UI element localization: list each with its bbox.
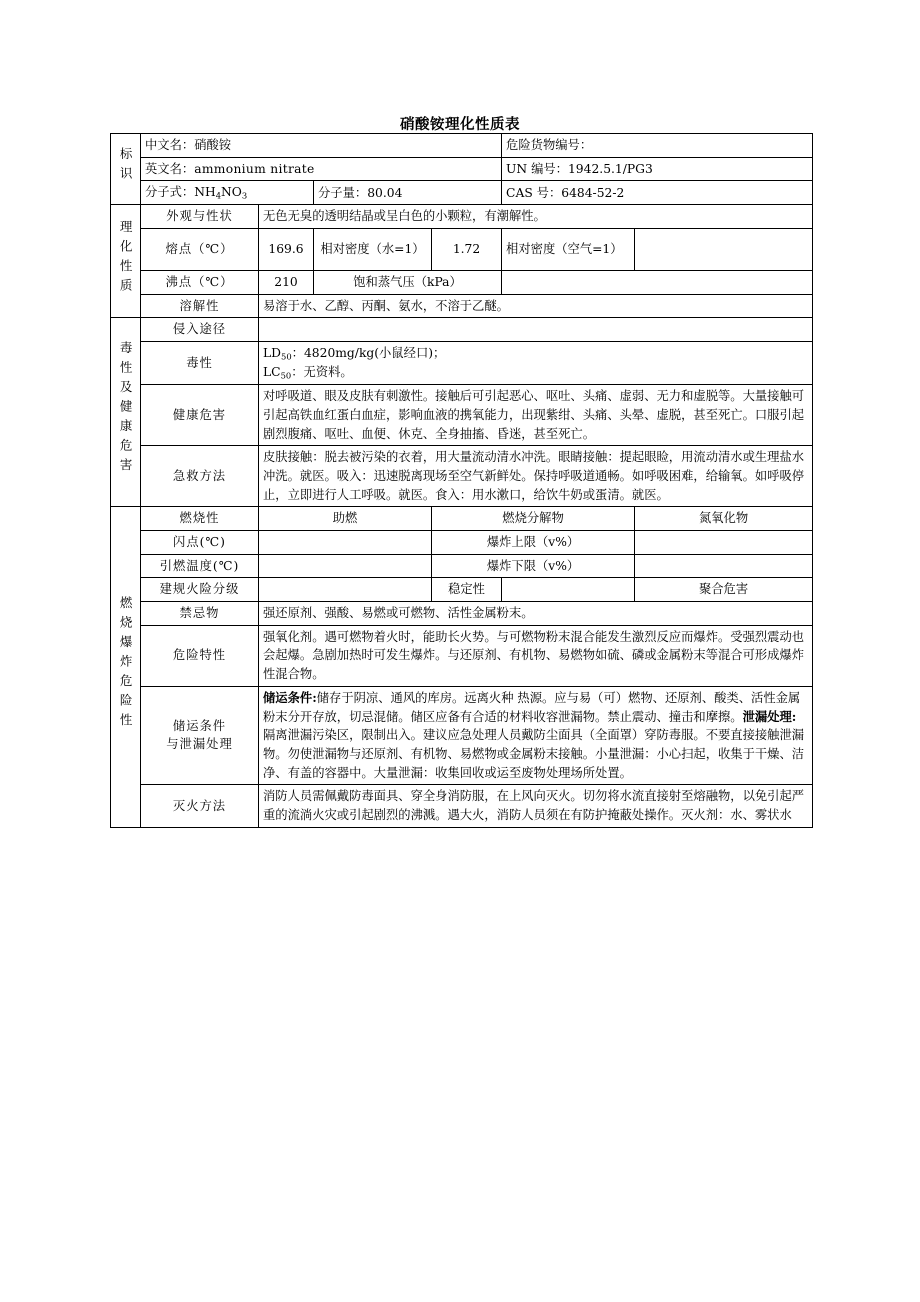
lower-explosion-value: [635, 554, 813, 578]
ignition-temp-value: [259, 554, 432, 578]
table-row-cn-name: [111, 134, 813, 158]
en-name-key: 英文名：: [145, 161, 195, 176]
storage-leak-value: [259, 686, 813, 784]
formula-value: $NH_4NO_3$: [194, 185, 248, 201]
section-label-toxicity-health: 毒性及健康危害: [111, 318, 141, 507]
stability-value: [502, 578, 635, 602]
storage-conditions-lead: 储运条件:: [263, 689, 317, 705]
invasion-route-value: [259, 318, 813, 342]
cas-no-key: CAS 号：: [506, 185, 562, 200]
polymerization-label: 聚合危害: [698, 582, 749, 597]
rel-density-air-value: [635, 229, 813, 271]
fire-risk-grade-label: 建规火险分级: [141, 578, 259, 602]
section-label-physical-chemical: 理化性质: [111, 205, 141, 318]
rel-density-water-value: 1.72: [432, 229, 502, 271]
hazard-characteristics-value: 强氧化剂。遇可燃物着火时，能助长火势。与可燃物粉末混合能发生激烈反应而爆炸。受强烈震动也会起爆。急剧加热时可发生爆炸。与还原剂、有机物、易燃物如硫、磷或金属粉末等混合可形成爆炸性混合物。: [259, 625, 813, 686]
table-row-invasion-route: [111, 318, 813, 342]
hazard-characteristics-label: 危险特性: [141, 625, 259, 686]
combustibility-label: 燃烧性: [141, 507, 259, 531]
un-no-key: UN 编号：: [506, 161, 568, 176]
table-row-en-name: [111, 157, 813, 181]
cn-name-key: 中文名：: [145, 138, 195, 152]
health-hazard-label: 健康危害: [141, 385, 259, 446]
table-row-fire-risk-grade: [111, 578, 813, 602]
incompatible-value: 强还原剂、强酸、易燃或可燃物、活性金属粉末。: [259, 602, 813, 626]
dangerous-goods-no-key: 危险货物编号：: [506, 138, 593, 152]
first-aid-label: 急救方法: [141, 446, 259, 507]
toxicity-ld50-line: $LD_{50}$：4820mg/kg(小鼠经口)；: [263, 346, 446, 362]
toxicity-label: 毒性: [141, 342, 259, 385]
stability-label: 稳定性: [432, 578, 502, 602]
table-row-melting-point: [111, 229, 813, 271]
cas-no-cell: [502, 181, 813, 205]
appearance-value: 无色无臭的透明结晶或呈白色的小颗粒，有潮解性。: [259, 205, 813, 229]
rel-density-water-label: 相对密度（水=1）: [314, 229, 432, 271]
formula-key: 分子式：: [145, 185, 195, 200]
melting-point-label: 熔点（℃）: [141, 229, 259, 271]
molecular-weight-key: 分子量：: [318, 185, 368, 200]
leak-handling-lead: 泄漏处理:: [742, 708, 797, 724]
un-no-cell: [502, 157, 813, 181]
table-row-appearance: [111, 205, 813, 229]
appearance-label: 外观与性状: [141, 205, 259, 229]
storage-conditions-text: 储存于阴凉、通风的库房。远离火种 热源。应与易（可）燃物、还原剂、酸类、活性金属粉末分开存放，切忌混储。储区应备有合适的材料收容泄漏物。禁止震动、撞击和摩擦。: [263, 690, 801, 724]
formula-cell: [141, 181, 314, 205]
lower-explosion-label: 爆炸下限（v%）: [432, 554, 635, 578]
extinguishing-label: 灭火方法: [141, 785, 259, 827]
solubility-label: 溶解性: [141, 294, 259, 318]
vapor-pressure-label: 饱和蒸气压（kPa）: [314, 271, 502, 295]
incompatible-label: 禁忌物: [141, 602, 259, 626]
leak-handling-text: 隔离泄漏污染区，限制出入。建议应急处理人员戴防尘面具（全面罩）穿防毒服。不要直接接触泄漏物。勿使泄漏物与还原剂、有机物、易燃物或金属粉末接触。小量泄漏：小心扫起，收集于干燥、洁净、有盖的容器中。大量泄漏：收集回收或运至废物处理场所处置。: [263, 728, 805, 780]
fire-risk-grade-value: [259, 578, 432, 602]
table-row-extinguishing: [111, 785, 813, 827]
extinguishing-value: 消防人员需佩戴防毒面具、穿全身消防服，在上风向灭火。切勿将水流直接射至熔融物，以免引起严重的流淌火灾或引起剧烈的沸溅。遇大火，消防人员须在有防护掩蔽处操作。灭火剂：水、雾状水: [259, 785, 813, 827]
toxicity-value: [259, 342, 813, 385]
table-row-ignition-temp: [111, 554, 813, 578]
table-row-combustibility: [111, 507, 813, 531]
cn-name-cell: [141, 134, 502, 158]
first-aid-value: 皮肤接触：脱去被污染的衣着，用大量流动清水冲洗。眼睛接触：提起眼睑，用流动清水或生理盐水冲洗。就医。吸入：迅速脱离现场至空气新鲜处。保持呼吸道通畅。如呼吸困难，给输氧。如呼吸停止，立即进行人工呼吸。就医。食入：用水漱口，给饮牛奶或蛋清。就医。: [259, 446, 813, 507]
storage-leak-label-line1: 储运条件: [172, 718, 227, 733]
flash-point-value: [259, 531, 432, 555]
molecular-weight-cell: [314, 181, 502, 205]
solubility-value: 易溶于水、乙醇、丙酮、氨水，不溶于乙醚。: [259, 294, 813, 318]
table-row-toxicity: [111, 342, 813, 385]
storage-leak-label-line2: 与泄漏处理: [166, 736, 233, 751]
table-row-solubility: [111, 294, 813, 318]
section-label-identification: 标识: [111, 134, 141, 205]
dangerous-goods-no-cell: [502, 134, 813, 158]
table-row-flash-point: [111, 531, 813, 555]
section-label-fire-explosion: 燃烧爆炸危险性: [111, 507, 141, 827]
un-no-value: 1942.5.1/PG3: [567, 161, 653, 176]
cn-name-value: 硝酸铵: [194, 138, 232, 152]
upper-explosion-label: 爆炸上限（v%）: [432, 531, 635, 555]
decomposition-label: 燃烧分解物: [432, 507, 635, 531]
en-name-value: ammonium nitrate: [194, 161, 315, 176]
ignition-temp-label: 引燃温度(℃): [141, 554, 259, 578]
table-row-storage-leak: [111, 686, 813, 784]
table-row-health-hazard: [111, 385, 813, 446]
boiling-point-label: 沸点（℃）: [141, 271, 259, 295]
table-row-first-aid: [111, 446, 813, 507]
molecular-weight-value: 80.04: [367, 185, 403, 200]
invasion-route-label: 侵入途径: [141, 318, 259, 342]
vapor-pressure-value: [502, 271, 813, 295]
polymerization-cell: [635, 578, 813, 602]
table-row-boiling-point: [111, 271, 813, 295]
toxicity-lc50-line: $LC_{50}$：无资料。: [263, 365, 353, 381]
storage-leak-label: [141, 686, 259, 784]
table-row-hazard-characteristics: [111, 625, 813, 686]
cas-no-value: 6484-52-2: [561, 185, 625, 200]
chemical-property-table: [110, 133, 813, 828]
flash-point-label: 闪点(℃): [141, 531, 259, 555]
en-name-cell: [141, 157, 502, 181]
health-hazard-value: 对呼吸道、眼及皮肤有刺激性。接触后可引起恶心、呕吐、头痛、虚弱、无力和虚脱等。大量接触可引起高铁血红蛋白血症，影响血液的携氧能力，出现紫绀、头痛、头晕、虚脱，甚至死亡。口服引起剧烈腹痛、呕吐、血便、休克、全身抽搐、昏迷，甚至死亡。: [259, 385, 813, 446]
boiling-point-value: 210: [259, 271, 314, 295]
page-title: 硝酸铵理化性质表: [400, 116, 520, 133]
melting-point-value: 169.6: [259, 229, 314, 271]
rel-density-air-label: 相对密度（空气=1）: [502, 229, 635, 271]
combustibility-value: 助燃: [259, 507, 432, 531]
decomposition-value: 氮氧化物: [635, 507, 813, 531]
upper-explosion-value: [635, 531, 813, 555]
table-row-formula: [111, 181, 813, 205]
table-row-incompatible: [111, 602, 813, 626]
